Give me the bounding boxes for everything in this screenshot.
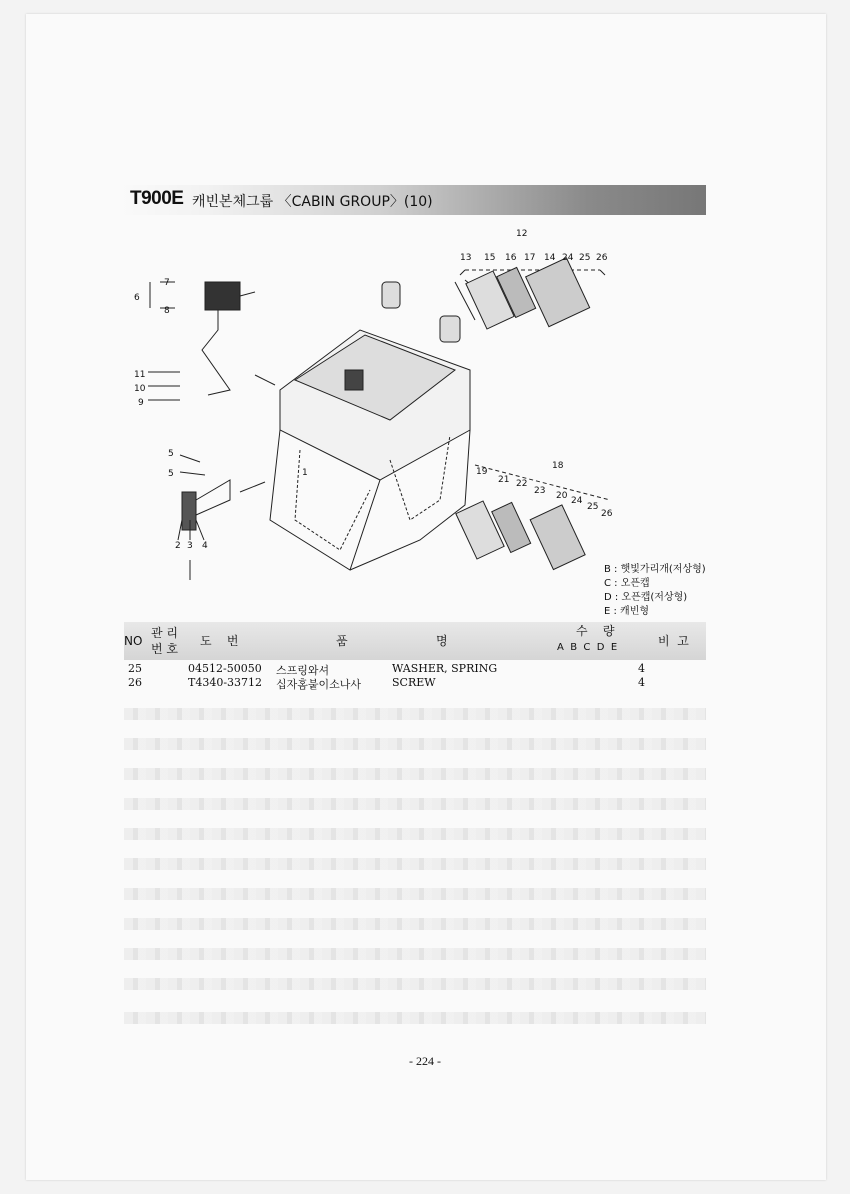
row-part-number: T4340-33712 <box>188 676 263 689</box>
callout-21: 21 <box>498 475 510 485</box>
header-no: NO <box>124 634 143 648</box>
row-qty: 4 <box>638 676 645 689</box>
header-drawing: 도 번 <box>200 634 239 648</box>
callout-2: 2 <box>175 541 181 551</box>
callout-10: 10 <box>134 384 146 394</box>
row-part-number: 04512-50050 <box>188 662 262 675</box>
callout-17: 17 <box>524 253 536 263</box>
callout-6: 6 <box>134 293 140 303</box>
table-row <box>124 676 706 690</box>
callout-14: 14 <box>544 253 556 263</box>
table-header <box>124 622 706 660</box>
model-name: T900E <box>130 188 184 209</box>
blank-row-shading <box>124 948 706 960</box>
callout-12: 12 <box>516 229 528 239</box>
row-name-en: WASHER, SPRING <box>392 662 498 675</box>
row-name-kr: 스프링와셔 <box>276 664 330 677</box>
callout-26a: 26 <box>596 253 608 263</box>
legend-item-e: E : 캐빈형 <box>604 606 650 617</box>
blank-row-shading <box>124 828 706 840</box>
row-name-kr: 십자홈붙이소나사 <box>276 678 362 691</box>
legend-item-d: D : 오픈캡(저상형) <box>604 592 688 603</box>
callout-19: 19 <box>476 467 488 477</box>
row-qty: 4 <box>638 662 645 675</box>
callout-11: 11 <box>134 370 146 380</box>
header-mgmt-bottom: 번 호 <box>151 642 178 656</box>
callout-24b: 24 <box>571 496 583 506</box>
callout-18: 18 <box>552 461 564 471</box>
row-name-en: SCREW <box>392 676 436 689</box>
callout-25a: 25 <box>579 253 591 263</box>
callout-16: 16 <box>505 253 517 263</box>
legend-item-b: B : 햇빛가리개(저상형) <box>604 564 706 575</box>
callout-5b: 5 <box>168 469 174 479</box>
blank-row-shading <box>124 738 706 750</box>
legend-item-c: C : 오픈캡 <box>604 578 650 589</box>
blank-row-shading <box>124 888 706 900</box>
callout-15: 15 <box>484 253 496 263</box>
blank-row-shading <box>124 858 706 870</box>
callout-4: 4 <box>202 541 208 551</box>
callout-25b: 25 <box>587 502 599 512</box>
blank-row-shading <box>124 918 706 930</box>
callout-23: 23 <box>534 486 546 496</box>
blank-row-shading <box>124 768 706 780</box>
blank-row-shading <box>124 798 706 810</box>
header-qty: 수 량 <box>576 624 615 638</box>
variant-legend <box>604 563 706 619</box>
header-mgmt-top: 관 리 <box>151 626 178 640</box>
callout-7: 7 <box>164 278 170 288</box>
row-no: 25 <box>128 662 142 675</box>
callout-8: 8 <box>164 306 170 316</box>
callout-3: 3 <box>187 541 193 551</box>
header-name-left: 품 <box>336 634 348 648</box>
callout-9: 9 <box>138 398 144 408</box>
blank-row-shading <box>124 978 706 990</box>
callout-24a: 24 <box>562 253 574 263</box>
section-title: 캐빈본체그룹 〈CABIN GROUP〉(10) <box>192 194 433 210</box>
callout-26b: 26 <box>601 509 613 519</box>
page-number: - 224 - <box>409 1054 441 1068</box>
header-qty-cols: A B C D E <box>557 642 618 653</box>
callout-13: 13 <box>460 253 472 263</box>
callout-22: 22 <box>516 479 528 489</box>
parts-table <box>124 622 706 690</box>
header-remarks: 비 고 <box>658 634 689 648</box>
blank-row-shading <box>124 1012 706 1024</box>
header-name-right: 명 <box>436 634 448 648</box>
callout-20: 20 <box>556 491 568 501</box>
callout-5a: 5 <box>168 449 174 459</box>
blank-row-shading <box>124 708 706 720</box>
table-row <box>124 662 706 676</box>
row-no: 26 <box>128 676 142 689</box>
exploded-parts-diagram <box>120 220 720 620</box>
callout-1: 1 <box>302 468 308 478</box>
